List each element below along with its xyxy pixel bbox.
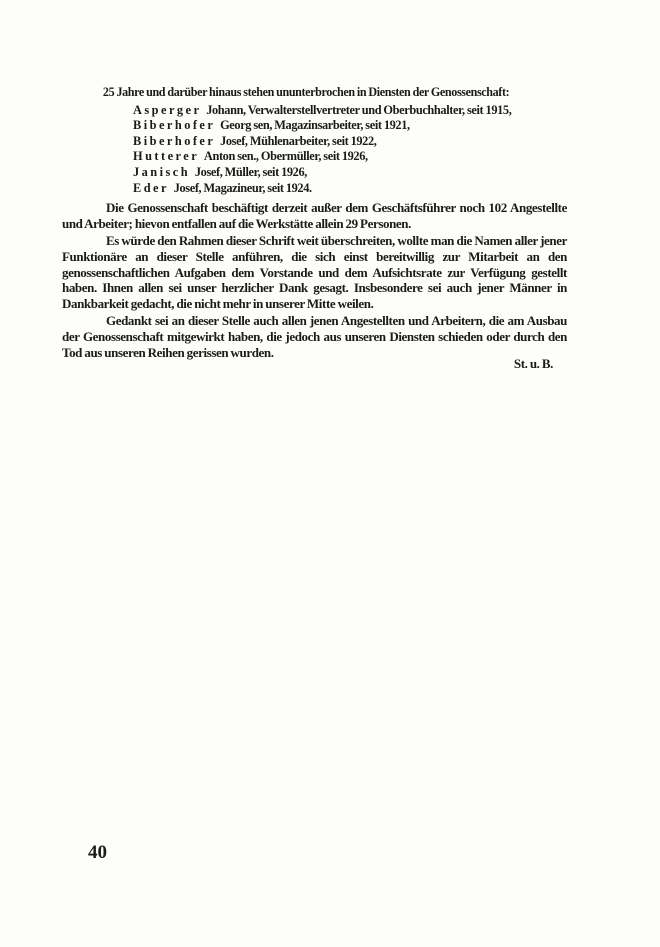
signature: St. u. B. — [513, 356, 553, 372]
service-list-item — [133, 102, 545, 118]
member-details: Josef, Müller, seit 1926, — [194, 163, 307, 179]
member-surname: Asperger — [133, 101, 202, 117]
intro-line: 25 Jahre und darüber hinaus stehen ununterbrochen in Diensten der Genossenschaft: — [102, 84, 510, 99]
service-list-item — [133, 148, 545, 164]
service-list-item — [133, 117, 545, 133]
member-surname: Eder — [133, 179, 169, 195]
text-block — [62, 84, 567, 372]
paragraph-staff-count: Die Genossenschaft beschäftigt derzeit außer dem Geschäftsführer noch 102 Angestellte und Arbeiter; hievon entfallen auf die Werkstätte allein 29 Personen. — [62, 200, 567, 231]
paragraph-thanks-functionaries: Es würde den Rahmen dieser Schrift weit überschreiten, wollte man die Namen aller jener Funktionäre an dieser Stelle anführen, die sich einst bereitwillig zur Mitarbeit an den genossenschaftlichen Aufgaben dem Vorstande und dem Aufsichtsrate zur Verfügung gestellt haben. Ihnen allen sei unser herzlicher Dank gesagt. Insbesondere sei auch jener Männer in Dankbarkeit gedacht, die nicht mehr in unserer Mitte weilen. — [62, 233, 567, 311]
member-surname: Janisch — [133, 163, 191, 179]
member-surname: Biberhofer — [133, 132, 216, 148]
member-details: Johann, Verwalterstellvertreter und Oberbuchhalter, seit 1915, — [206, 101, 512, 117]
service-list-item — [133, 133, 545, 149]
member-details: Josef, Mühlenarbeiter, seit 1922, — [220, 132, 377, 148]
service-list-item — [133, 164, 545, 180]
member-details: Josef, Magazineur, seit 1924. — [173, 179, 312, 195]
member-surname: Hutterer — [133, 148, 200, 164]
service-list — [62, 102, 567, 196]
member-surname: Biberhofer — [133, 117, 216, 133]
page-number: 40 — [88, 842, 107, 863]
service-list-item — [133, 180, 545, 196]
member-details: Georg sen, Magazinsarbeiter, seit 1921, — [220, 117, 410, 133]
member-details: Anton sen., Obermüller, seit 1926, — [203, 148, 368, 164]
paragraph-thanks-former-workers: Gedankt sei an dieser Stelle auch allen jenen Angestellten und Arbeitern, die am Ausbau der Genossenschaft mitgewirkt haben, die jedoch aus unseren Diensten schieden oder durch den Tod aus unseren Reihen gerissen wurden. — [62, 313, 567, 360]
